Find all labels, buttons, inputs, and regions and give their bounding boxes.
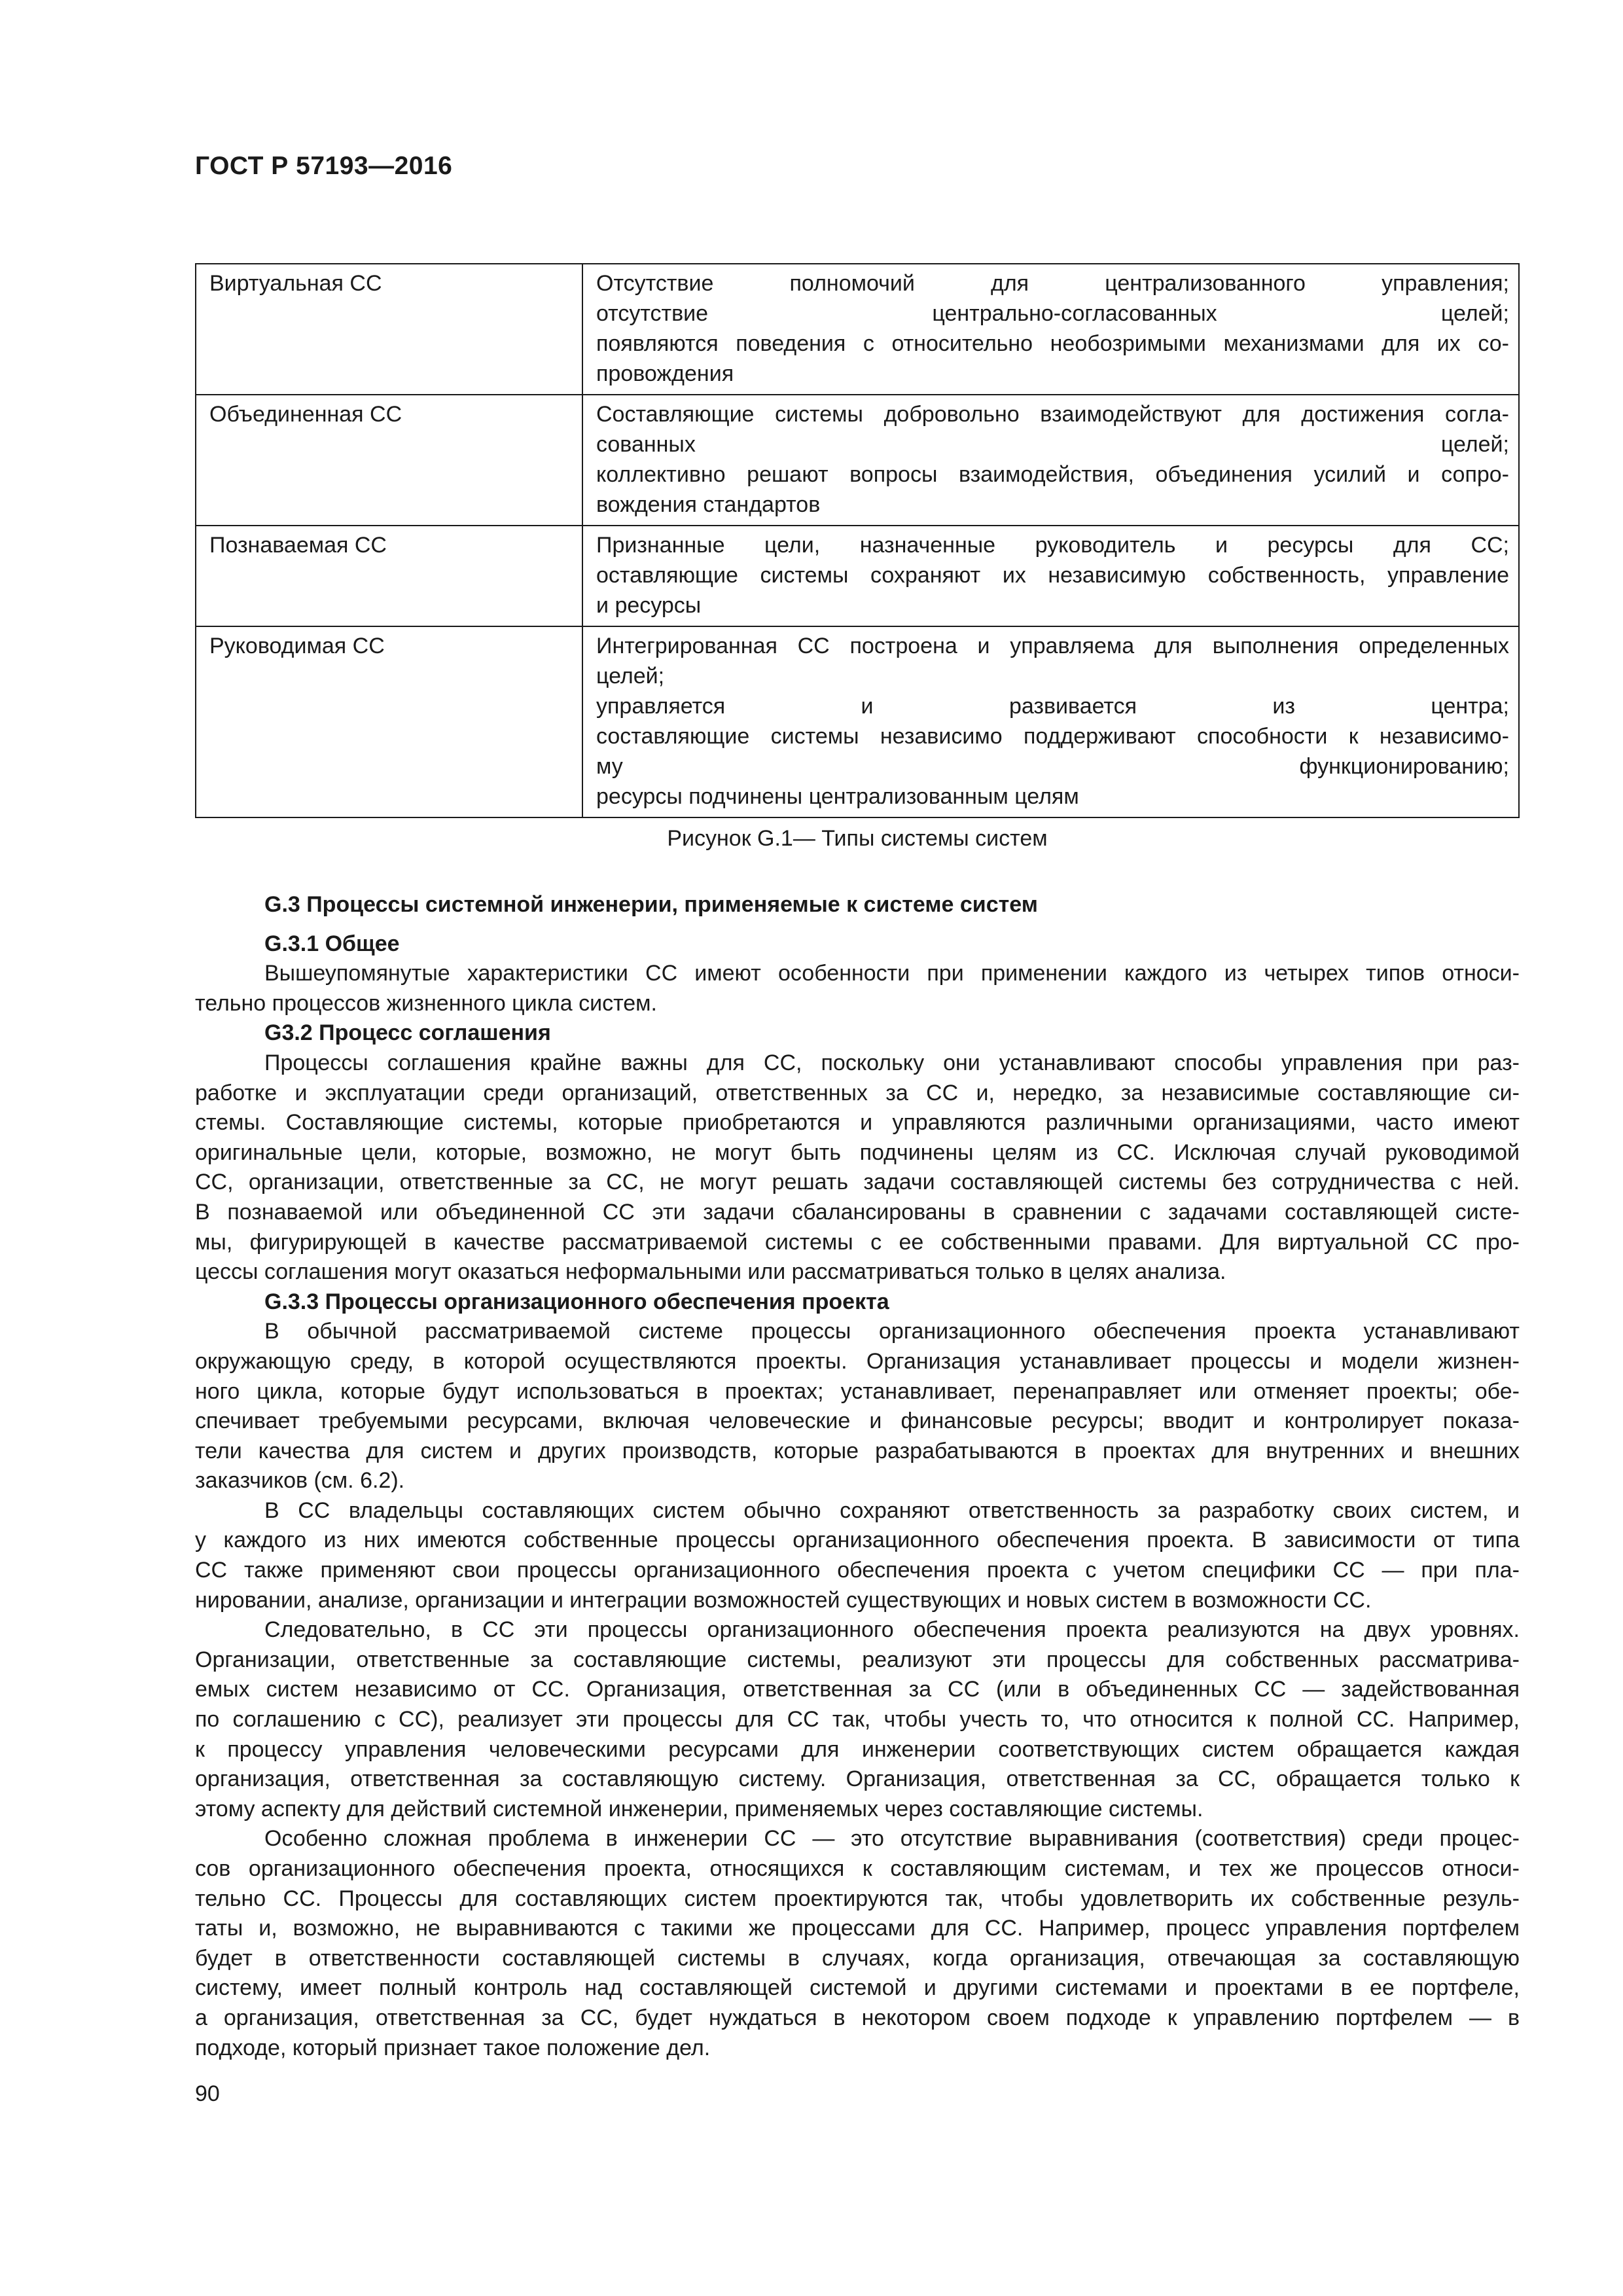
text-line: цессы соглашения могут оказаться неформальными или рассматриваться только в целях анализа. <box>195 1259 1226 1285</box>
text-line: Процессы соглашения крайне важны для СС, поскольку они устанавливают способы управления при раз- <box>264 1050 1520 1075</box>
text-line: тельно СС. Процессы для составляющих систем проектируются так, чтобы удовлетворить их собственные резуль- <box>195 1886 1520 1911</box>
text-line: у каждого из них имеются собственные процессы организационного обеспечения проекта. В зависимости от типа <box>195 1528 1520 1553</box>
text-line: СС, организации, ответственные за СС, не могут решать задачи составляющей системы без сотрудничества с ней. <box>195 1170 1520 1195</box>
text-line: заказчиков (см. 6.2). <box>195 1468 405 1494</box>
sos-type-name: Виртуальная СС <box>196 264 582 395</box>
description-line: составляющие системы независимо поддерживают способности к независимо- <box>596 724 1509 749</box>
text-line: организация, ответственная за составляющую систему. Организация, ответственная за СС, обращается только к <box>195 1767 1520 1792</box>
paragraph <box>195 959 1520 1018</box>
sos-type-name: Объединенная СС <box>196 395 582 526</box>
description-line: появляются поведения с относительно необозримыми механизмами для их со- <box>596 331 1509 356</box>
page-number: 90 <box>195 2081 220 2106</box>
subsection-title-g32: G3.2 Процесс соглашения <box>264 1020 551 1046</box>
text-line: а организация, ответственная за СС, будет нуждаться в некотором своем подходе к управлению портфелем — в <box>195 2005 1520 2030</box>
sos-type-description <box>582 626 1519 817</box>
subsection-title-g31: G.3.1 Общее <box>264 931 400 956</box>
text-line: к процессу управления человеческими ресурсами для инженерии соответствующих систем обращается каждая <box>195 1736 1520 1762</box>
text-line: сов организационного обеспечения проекта, относящихся к составляющим системам, и тех же процессов относи- <box>195 1856 1520 1881</box>
description-line: ресурсы подчинены централизованным целям <box>596 784 1079 809</box>
sos-type-description <box>582 395 1519 526</box>
description-line: оставляющие системы сохраняют их независимую собственность, управление <box>596 563 1509 588</box>
text-line: емых систем независимо от СС. Организация, ответственная за СС (или в объединенных СС — задействованная <box>195 1677 1520 1702</box>
description-line: сованных целей; <box>596 432 1509 457</box>
paragraph <box>195 1615 1520 1824</box>
subsection-title-g33: G.3.3 Процессы организационного обеспечения проекта <box>264 1289 889 1314</box>
text-line: Вышеупомянутые характеристики СС имеют особенности при применении каждого из четырех типов относи- <box>264 961 1520 986</box>
text-line: оригинальные цели, которые, возможно, не могут быть подчинены целям из СС. Исключая случай руководимой <box>195 1139 1520 1165</box>
text-line: тели качества для систем и других производств, которые разрабатываются в проектах для внутренних и внешних <box>195 1438 1520 1463</box>
text-line: Особенно сложная проблема в инженерии СС — это отсутствие выравнивания (соответствия) среди процес- <box>264 1826 1520 1852</box>
description-line: Составляющие системы добровольно взаимодействуют для достижения согла- <box>596 402 1509 427</box>
text-line: этому аспекту для действий системной инженерии, применяемых через составляющие системы. <box>195 1796 1204 1821</box>
text-line: работке и эксплуатации среди организаций, ответственных за СС и, нередко, за независимые составляющие си- <box>195 1080 1520 1105</box>
text-line: мы, фигурирующей в качестве рассматриваемой системы с ее собственными правами. Для виртуальной СС про- <box>195 1229 1520 1255</box>
figure-caption: Рисунок G.1— Типы системы систем <box>667 826 1048 851</box>
text-line: будет в ответственности составляющей системы в случаях, когда организация, отвечающая за составляющую <box>195 1945 1520 1971</box>
paragraph <box>195 1317 1520 1496</box>
description-line: Интегрированная СС построена и управляема для выполнения определенных <box>596 634 1509 658</box>
description-line: провождения <box>596 361 734 386</box>
text-line: Организации, ответственные за составляющие системы, реализуют эти процессы для собственных рассматрива- <box>195 1647 1520 1672</box>
paragraph <box>195 1496 1520 1615</box>
paragraph <box>195 1049 1520 1287</box>
description-line: му функционированию; <box>596 754 1509 779</box>
text-line: В СС владельцы составляющих систем обычно сохраняют ответственность за разработку своих систем, и <box>264 1498 1520 1523</box>
description-line: Признанные цели, назначенные руководитель и ресурсы для СС; <box>596 533 1509 558</box>
table-row <box>196 395 1519 526</box>
table-row <box>196 264 1519 395</box>
text-line: окружающую среду, в которой осуществляются проекты. Организация устанавливает процессы и модели жизнен- <box>195 1348 1520 1374</box>
description-line: вождения стандартов <box>596 492 821 517</box>
text-line: Следовательно, в СС эти процессы организационного обеспечения проекта реализуются на двух уровнях. <box>264 1617 1520 1643</box>
section-title: G.3 Процессы системной инженерии, применяемые к системе систем <box>264 892 1038 917</box>
text-line: систему, имеет полный контроль над составляющей системой и другими системами и проектами в ее портфеле, <box>195 1975 1520 2001</box>
section-g3 <box>195 890 1520 2063</box>
text-line: по соглашению с СС), реализует эти процессы для СС так, чтобы учесть то, что относится к полной СС. Например, <box>195 1707 1520 1732</box>
sos-type-description <box>582 526 1519 626</box>
sos-type-name: Познаваемая СС <box>196 526 582 626</box>
text-line: спечивает требуемыми ресурсами, включая человеческие и финансовые ресурсы; вводит и контролирует показа- <box>195 1408 1520 1434</box>
description-line: Отсутствие полномочий для централизованного управления; <box>596 271 1509 296</box>
text-line: тельно процессов жизненного цикла систем. <box>195 990 657 1016</box>
document-header: ГОСТ Р 57193—2016 <box>195 152 453 180</box>
paragraph <box>195 1824 1520 2063</box>
text-line: В обычной рассматриваемой системе процессы организационного обеспечения проекта устанавливают <box>264 1319 1520 1344</box>
sos-type-description <box>582 264 1519 395</box>
text-line: подходе, который признает такое положение дел. <box>195 2035 711 2060</box>
description-line: и ресурсы <box>596 593 702 618</box>
description-line: отсутствие центрально-согласованных целей; <box>596 301 1509 326</box>
table-row <box>196 526 1519 626</box>
description-line: коллективно решают вопросы взаимодействия, объединения усилий и сопро- <box>596 462 1509 487</box>
text-line: стемы. Составляющие системы, которые приобретаются и управляются различными организациями, часто имеют <box>195 1110 1520 1136</box>
description-line: целей; <box>596 664 665 689</box>
sos-type-name: Руководимая СС <box>196 626 582 817</box>
table-row <box>196 626 1519 817</box>
sos-types-table <box>195 263 1520 818</box>
text-line: нировании, анализе, организации и интеграции возможностей существующих и новых систем в возможности СС. <box>195 1587 1372 1613</box>
description-line: управляется и развивается из центра; <box>596 694 1509 719</box>
text-line: таты и, возможно, не выравниваются с такими же процессами для СС. Например, процесс управления портфелем <box>195 1916 1520 1941</box>
text-line: ного цикла, которые будут использоваться в проектах; устанавливает, перенаправляет или отменяет проекты; обе- <box>195 1378 1520 1404</box>
text-line: В познаваемой или объединенной СС эти задачи сбалансированы в сравнении с задачами составляющей систе- <box>195 1199 1520 1225</box>
text-line: СС также применяют свои процессы организационного обеспечения проекта с учетом специфики СС — при пла- <box>195 1558 1520 1583</box>
